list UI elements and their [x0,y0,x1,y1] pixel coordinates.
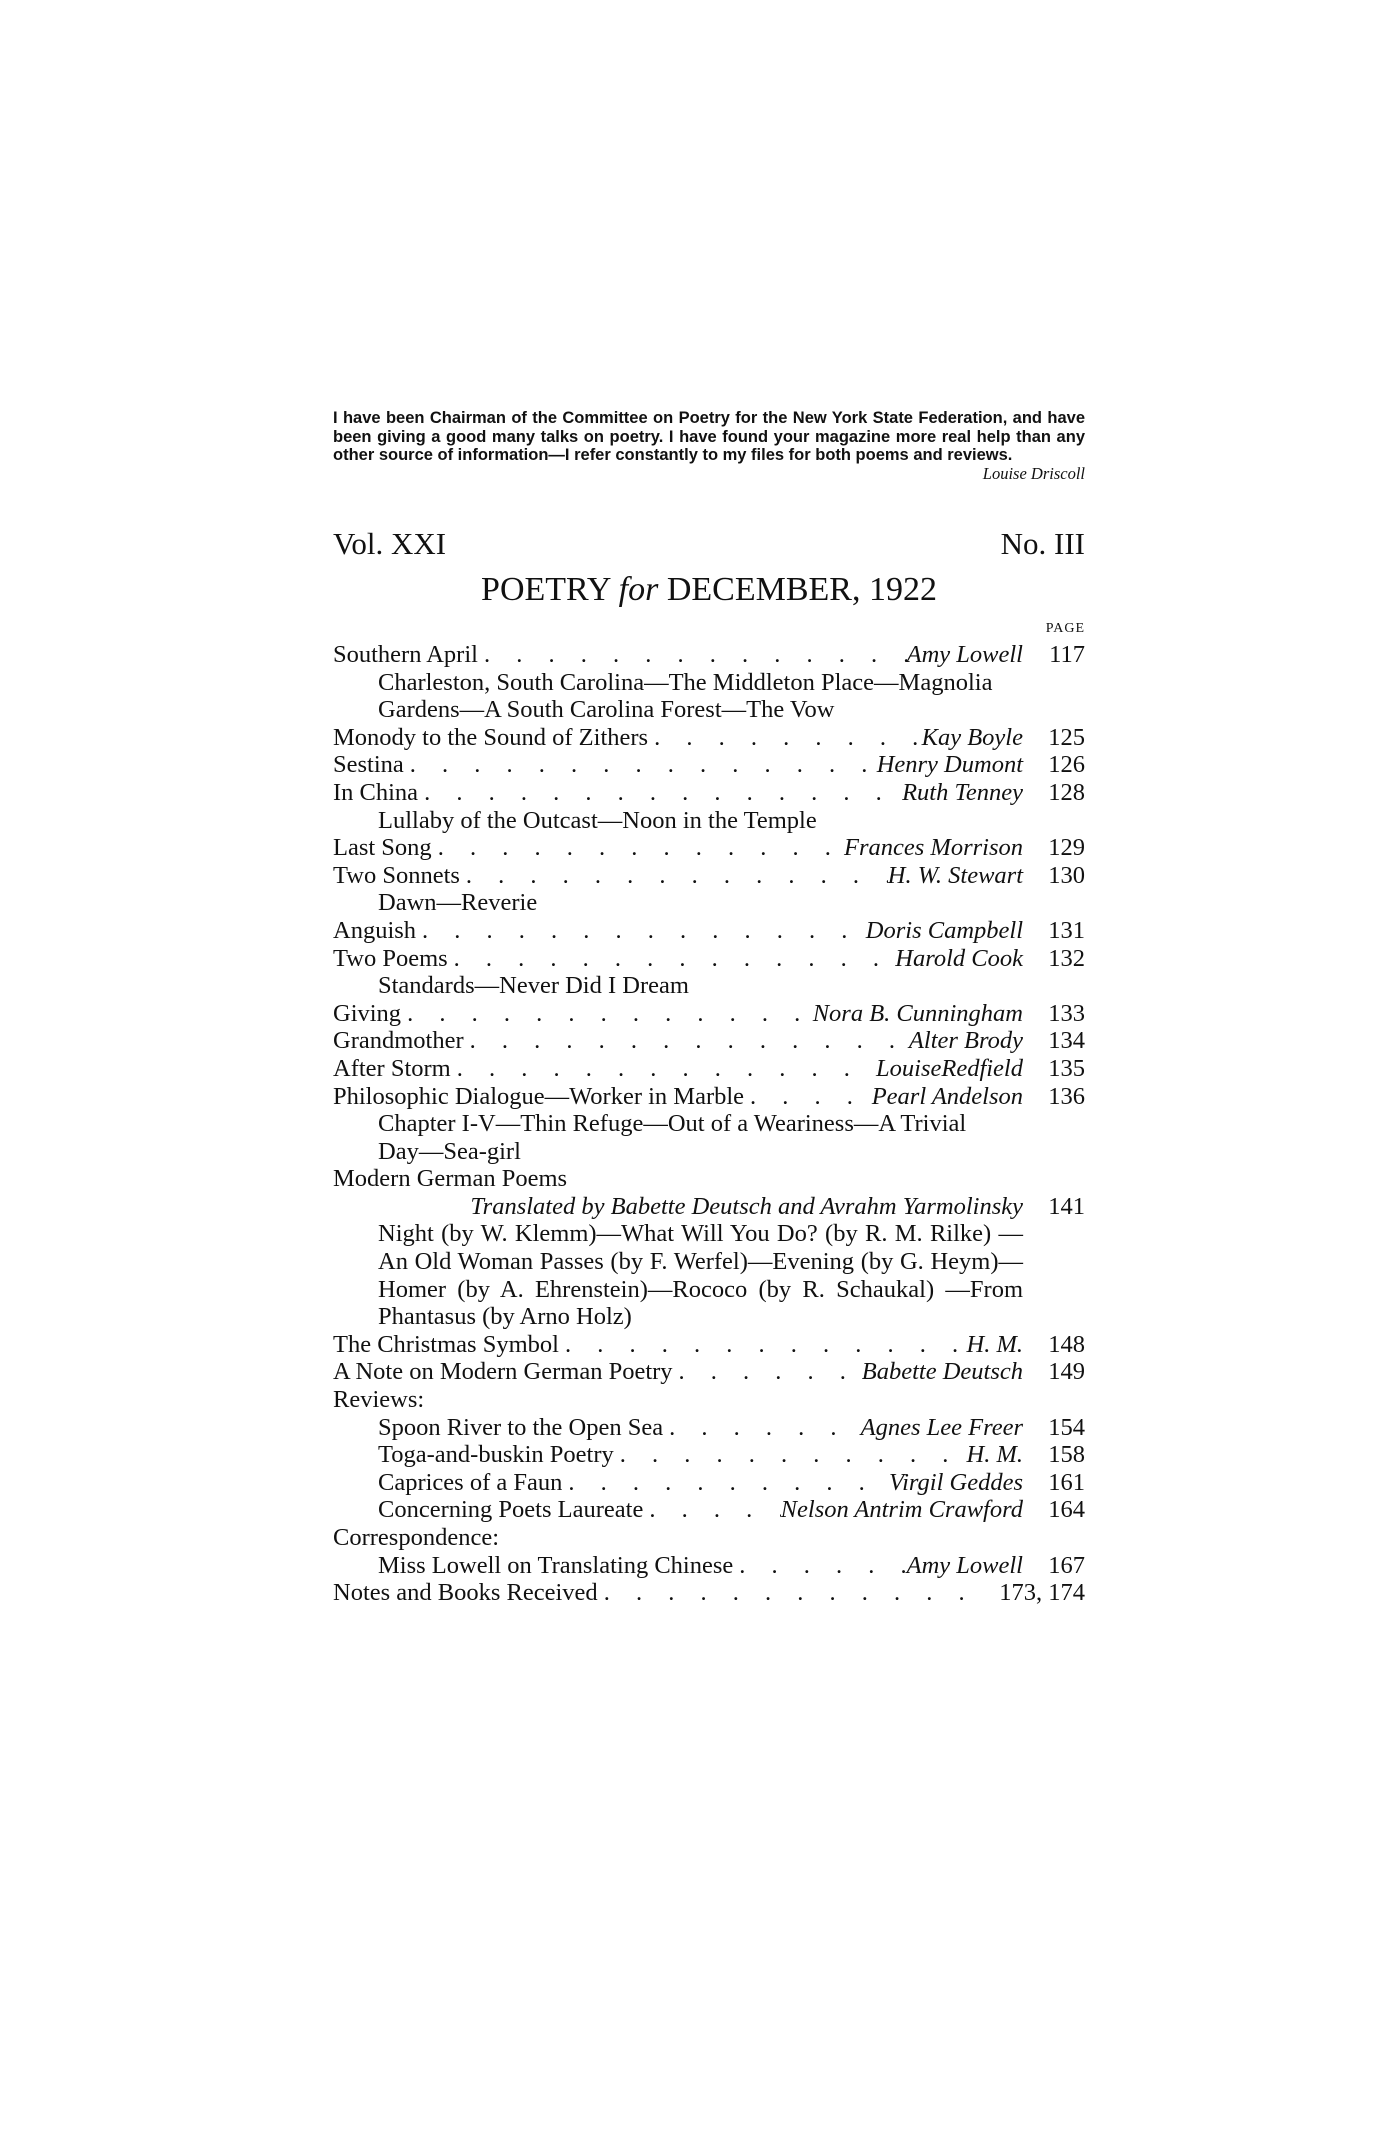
quote-text: I have been Chairman of the Committee on Poetry for the New York State Federation, and have been giving a good many talks on poetry. I have found your magazine more real help than any other source of information—I refer constantly to my files for both poems and reviews. [333,409,1085,464]
toc-desc: Day—Sea-girl [378,1137,521,1165]
quote-attribution: Louise Driscoll [982,463,1085,483]
toc-entry-spoon-river: Spoon River to the Open Sea . . . Agnes Lee Freer 154 [333,1414,1085,1442]
toc-entry-last-song: Last Song . . . Frances Morrison 129 [333,834,1085,862]
toc-desc-german: Night (by W. Klemm)—What Will You Do? (by R. M. Rilke) —An Old Woman Passes (by F. Werfel)—Evening (by G. Heym)—Homer (by A. Ehrenstein)—Rococo (by R. Schaukal) —From Phantasus (by Arno Holz) [378,1220,1023,1331]
toc-entry-two-sonnets: Two Sonnets . . . H. W. Stewart 130 [333,862,1085,890]
volume-label: Vol. XXI [333,526,447,561]
toc-entry-caprices: Caprices of a Faun . . . Virgil Geddes 161 [333,1469,1085,1497]
toc-desc: Gardens—A South Carolina Forest—The Vow [378,696,835,724]
toc-entry-note-german: A Note on Modern German Poetry . . . Babette Deutsch 149 [333,1358,1085,1386]
toc-entry-philosophic-dialogue: Philosophic Dialogue—Worker in Marble . . . Pearl Andelson 136 [333,1083,1085,1111]
toc-entry-monody: Monody to the Sound of Zithers . . . Kay Boyle 125 [333,724,1085,752]
toc-entry-miss-lowell: Miss Lowell on Translating Chinese . . . Amy Lowell 167 [333,1552,1085,1580]
toc-desc: Dawn—Reverie [378,889,538,917]
testimonial-quote [333,409,1085,483]
toc-entry-grandmother: Grandmother . . . Alter Brody 134 [333,1027,1085,1055]
toc-entry-sestina: Sestina . . . Henry Dumont 126 [333,751,1085,779]
toc-desc: Charleston, South Carolina—The Middleton Place—Magnolia [378,668,993,696]
toc-section-correspondence: Correspondence: [333,1524,499,1551]
toc-entry-anguish: Anguish . . . Doris Campbell 131 [333,917,1085,945]
toc-translators: Translated by Babette Deutsch and Avrahm Yarmolinsky 141 [470,1192,1085,1220]
issue-number: No. III [1000,526,1085,561]
toc-desc: Chapter I-V—Thin Refuge—Out of a Weariness—A Trivial [378,1110,967,1138]
toc-entry-modern-german-poems: Modern German Poems [333,1165,568,1193]
toc-desc: Standards—Never Did I Dream [378,972,689,1000]
page-column-heading: PAGE [1045,621,1085,636]
toc-entry-notes: Notes and Books Received . . . 173, 174 [333,1579,1085,1607]
toc-entry-giving: Giving . . . Nora B. Cunningham 133 [333,1000,1085,1028]
toc-desc: Lullaby of the Outcast—Noon in the Temple [378,806,817,834]
toc-entry-in-china: In China . . . Ruth Tenney 128 [333,779,1085,807]
table-of-contents [333,617,1085,1607]
toc-entry-southern-april: Southern April . . . Amy Lowell 117 [333,641,1085,669]
toc-entry-christmas-symbol: The Christmas Symbol . . . H. M. 148 [333,1331,1085,1359]
issue-title: POETRY for DECEMBER, 1922 [481,571,937,608]
toc-entry-after-storm: After Storm . . . LouiseRedfield 135 [333,1055,1085,1083]
toc-section-reviews: Reviews: [333,1386,425,1414]
toc-entry-toga: Toga-and-buskin Poetry . . . H. M. 158 [333,1441,1085,1469]
toc-entry-two-poems: Two Poems . . . Harold Cook 132 [333,945,1085,973]
toc-entry-laureate: Concerning Poets Laureate . . . Nelson Antrim Crawford 164 [333,1496,1085,1524]
